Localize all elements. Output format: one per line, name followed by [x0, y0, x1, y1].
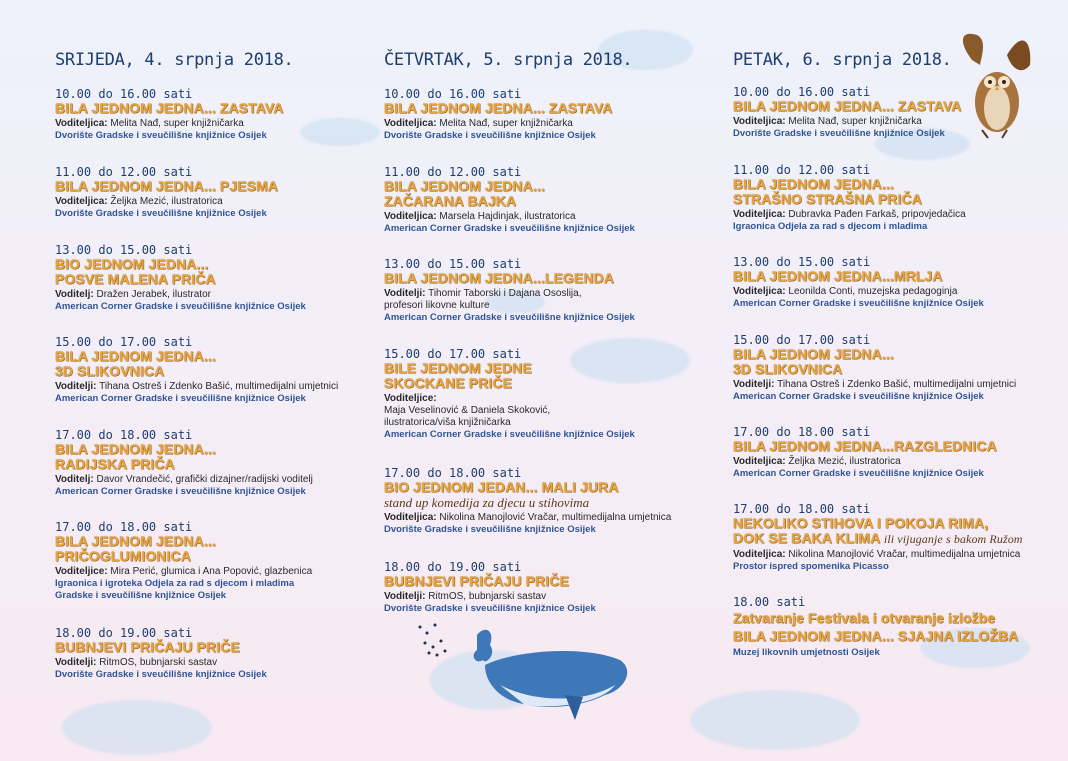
event-place: Dvorište Gradske i sveučilišne knjižnice Osijek	[384, 603, 596, 614]
event-title: NEKOLIKO STIHOVA I POKOJA RIMA,	[733, 515, 989, 531]
event-time: 11.00 do 12.00 sati	[55, 165, 193, 179]
event-host: Voditelji: RitmOS, bubnjarski sastav	[384, 591, 547, 602]
event-title: BILA JEDNOM JEDNA... ZASTAVA	[733, 98, 962, 114]
day-title: SRIJEDA, 4. srpnja 2018.	[55, 50, 294, 70]
event-host: Voditeljica: Nikolina Manojlović Vračar, multimedijalna umjetnica	[733, 549, 1021, 560]
cloud	[62, 700, 212, 755]
event-title: BILA JEDNOM JEDNA...LEGENDA	[384, 270, 615, 286]
event-host: Voditeljice: Mira Perić, glumica i Ana Popović, glazbenica	[55, 566, 313, 577]
event-host: Voditeljica: Melita Nađ, super knjižničarka	[733, 116, 922, 127]
event-host: Voditeljica: Melita Nađ, super knjižničarka	[384, 118, 573, 129]
event	[55, 429, 385, 498]
event-place: American Corner Gradske i sveučilišne knjižnice Osijek	[384, 312, 635, 323]
event-time: 11.00 do 12.00 sati	[733, 163, 871, 177]
event-time: 15.00 do 17.00 sati	[55, 335, 193, 349]
event-time: 17.00 do 18.00 sati	[55, 520, 193, 534]
day-title: PETAK, 6. srpnja 2018.	[733, 50, 952, 70]
event-place: American Corner Gradske i sveučilišne knjižnice Osijek	[384, 223, 635, 234]
event-place: Igraonica Odjela za rad s djecom i mladima	[733, 221, 928, 232]
event	[384, 561, 714, 615]
event	[55, 521, 385, 602]
event-title: BUBNJEVI PRIČAJU PRIČE	[384, 573, 570, 589]
event-place: American Corner Gradske i sveučilišne knjižnice Osijek	[733, 391, 984, 402]
event-host: Voditelji: Tihana Ostreš i Zdenko Bašić, multimedijalni umjetnici	[55, 381, 339, 392]
event-title: BILA JEDNOM JEDNA... ZASTAVA	[384, 100, 613, 116]
event-time: 18.00 do 19.00 sati	[384, 560, 522, 574]
event-title: BILA JEDNOM JEDNA...	[55, 533, 216, 549]
event-title: BILA JEDNOM JEDNA...	[733, 176, 894, 192]
event-place: American Corner Gradske i sveučilišne knjižnice Osijek	[733, 298, 984, 309]
event-host: Voditelj: Dražen Jerabek, ilustrator	[55, 289, 211, 300]
event-time: 15.00 do 17.00 sati	[733, 333, 871, 347]
event	[55, 166, 385, 220]
event-place: Muzej likovnih umjetnosti Osijek	[733, 647, 880, 658]
event-place: Gradske i sveučilišne knjižnice Osijek	[55, 590, 227, 601]
event-title: BILA JEDNOM JEDNA...	[733, 346, 894, 362]
event-place: Prostor ispred spomenika Picasso	[733, 561, 889, 572]
event-title: 3D SLIKOVNICA	[733, 361, 843, 377]
event-place: Dvorište Gradske i sveučilišne knjižnice Osijek	[55, 208, 267, 219]
event-host: ilustratorica/viša knjižničarka	[384, 417, 511, 428]
event-title: BILA JEDNOM JEDNA...	[384, 178, 545, 194]
event-time: 13.00 do 15.00 sati	[733, 255, 871, 269]
event	[733, 426, 1063, 480]
event	[733, 503, 1063, 573]
event-time: 11.00 do 12.00 sati	[384, 165, 522, 179]
event-host: Voditeljica: Marsela Hajdinjak, ilustratorica	[384, 211, 576, 222]
event-place: American Corner Gradske i sveučilišne knjižnice Osijek	[384, 429, 635, 440]
event	[733, 164, 1063, 233]
event-host: Voditeljica: Željka Mezić, ilustratorica	[55, 196, 223, 207]
event-time: 13.00 do 15.00 sati	[384, 257, 522, 271]
event-time: 18.00 do 19.00 sati	[55, 626, 193, 640]
event	[384, 258, 714, 324]
event-host: profesori likovne kulture	[384, 300, 490, 311]
event	[55, 336, 385, 405]
day-title: ČETVRTAK, 5. srpnja 2018.	[384, 50, 633, 70]
event-host: Voditeljica: Leonilda Conti, muzejska pedagoginja	[733, 286, 958, 297]
event	[55, 627, 385, 681]
event-title: RADIJSKA PRIČA	[55, 456, 175, 472]
event-host: Maja Veselinović & Daniela Skoković,	[384, 405, 551, 416]
event-time: 17.00 do 18.00 sati	[384, 466, 522, 480]
event-host: Voditeljica: Nikolina Manojlović Vračar, multimedijalna umjetnica	[384, 512, 672, 523]
event-place: Dvorište Gradske i sveučilišne knjižnice Osijek	[733, 128, 945, 139]
event-subtitle: stand up komedija za djecu u stihovima	[384, 495, 590, 510]
event	[55, 244, 385, 313]
event-time: 10.00 do 16.00 sati	[733, 85, 871, 99]
event-time: 17.00 do 18.00 sati	[55, 428, 193, 442]
event-place: Dvorište Gradske i sveučilišne knjižnice Osijek	[55, 130, 267, 141]
event-title: Zatvaranje Festivala i otvaranje izložbe	[733, 610, 996, 626]
event-title-italic: ili vijuganje s bakom Ružom	[883, 532, 1023, 546]
event-title: BILA JEDNOM JEDNA...RAZGLEDNICA	[733, 438, 997, 454]
event-place: American Corner Gradske i sveučilišne knjižnice Osijek	[55, 393, 306, 404]
event-title: ZAČARANA BAJKA	[384, 193, 517, 209]
event-time: 17.00 do 18.00 sati	[733, 502, 871, 516]
event-host: Voditeljice:	[384, 393, 437, 404]
event-place: American Corner Gradske i sveučilišne knjižnice Osijek	[55, 301, 306, 312]
event-time: 10.00 do 16.00 sati	[384, 87, 522, 101]
event-time: 13.00 do 15.00 sati	[55, 243, 193, 257]
event	[384, 166, 714, 235]
event	[55, 88, 385, 142]
event-title: BILA JEDNOM JEDNA...MRLJA	[733, 268, 943, 284]
event-host: Voditeljica: Dubravka Pađen Farkaš, pripovjedačica	[733, 209, 966, 220]
whale-illustration	[415, 615, 640, 725]
event	[733, 596, 1063, 659]
event-title: DOK SE BAKA KLIMA ili vijuganje s bakom Ružom	[733, 530, 1023, 546]
event	[733, 256, 1063, 310]
event-title: BILA JEDNOM JEDNA... SJAJNA IZLOŽBA	[733, 628, 1019, 644]
event-title: BILA JEDNOM JEDNA... PJESMA	[55, 178, 279, 194]
event-place: American Corner Gradske i sveučilišne knjižnice Osijek	[733, 468, 984, 479]
event-title: BIO JEDNOM JEDNA...	[55, 256, 209, 272]
event-host: Voditelji: RitmOS, bubnjarski sastav	[55, 657, 218, 668]
event	[384, 88, 714, 142]
event-title: 3D SLIKOVNICA	[55, 363, 165, 379]
event	[733, 334, 1063, 403]
event-host: Voditelj: Davor Vrandečić, grafički dizajner/radijski voditelj	[55, 474, 313, 485]
event-title: BILA JEDNOM JEDNA...	[55, 441, 216, 457]
event-title: BUBNJEVI PRIČAJU PRIČE	[55, 639, 241, 655]
event	[384, 348, 714, 441]
event-host: Voditelji: Tihana Ostreš i Zdenko Bašić, multimedijalni umjetnici	[733, 379, 1017, 390]
event-title: SKOCKANE PRIČE	[384, 375, 513, 391]
event-host: Voditeljica: Željka Mezić, ilustratorica	[733, 456, 901, 467]
event-time: 15.00 do 17.00 sati	[384, 347, 522, 361]
event-place: Igraonica i igroteka Odjela za rad s djecom i mladima	[55, 578, 295, 589]
event-title: PRIČOGLUMIONICA	[55, 548, 192, 564]
event-time: 10.00 do 16.00 sati	[55, 87, 193, 101]
event-place: Dvorište Gradske i sveučilišne knjižnice Osijek	[384, 130, 596, 141]
event-time: 17.00 do 18.00 sati	[733, 425, 871, 439]
event-place: Dvorište Gradske i sveučilišne knjižnice Osijek	[384, 524, 596, 535]
event-place: Dvorište Gradske i sveučilišne knjižnice Osijek	[55, 669, 267, 680]
event-title: POSVE MALENA PRIČA	[55, 271, 216, 287]
cloud	[690, 690, 860, 750]
event-title: BILA JEDNOM JEDNA... ZASTAVA	[55, 100, 284, 116]
event-time: 18.00 sati	[733, 595, 806, 609]
event-title: BIO JEDNOM JEDAN... MALI JURA	[384, 479, 619, 495]
event-place: American Corner Gradske i sveučilišne knjižnice Osijek	[55, 486, 306, 497]
event	[384, 467, 714, 536]
event-title: BILE JEDNOM JEDNE	[384, 360, 532, 376]
owl-illustration	[952, 30, 1032, 140]
event-host: Voditeljica: Melita Nađ, super knjižničarka	[55, 118, 244, 129]
event-title: BILA JEDNOM JEDNA...	[55, 348, 216, 364]
event-host: Voditelji: Tihomir Taborski i Dajana Ososlija,	[384, 288, 582, 299]
event-title: STRAŠNO STRAŠNA PRIČA	[733, 191, 923, 207]
